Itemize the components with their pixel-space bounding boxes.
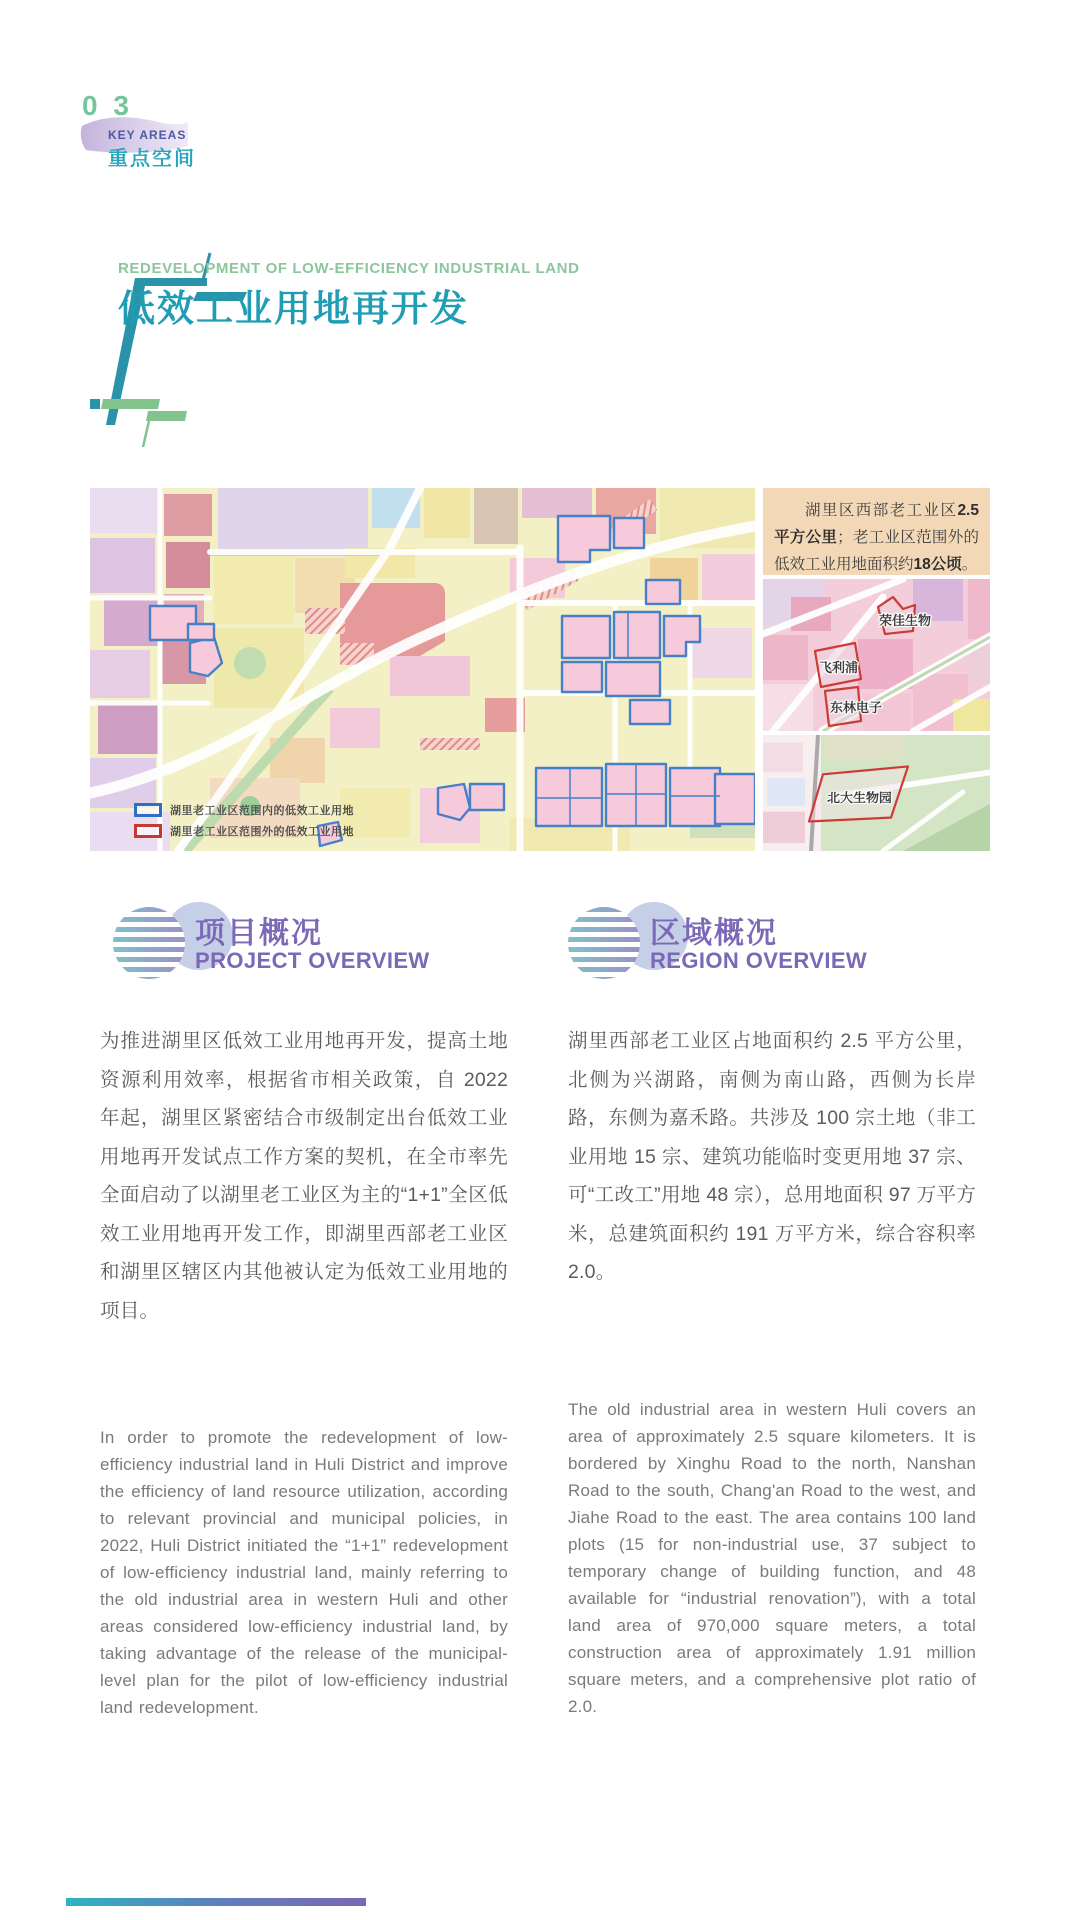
section-title-en: REGION OVERVIEW xyxy=(650,948,868,973)
map-side-panel xyxy=(763,488,990,851)
inset-label-donglin: 东林电子 xyxy=(830,700,883,715)
map-figure xyxy=(90,488,990,851)
landuse-map xyxy=(90,488,755,851)
chapter-kicker: KEY AREAS xyxy=(108,128,187,142)
striped-globe-icon xyxy=(113,907,185,979)
callout-text: 湖里区西部老工业区 xyxy=(805,502,958,519)
callout-text: 。 xyxy=(961,556,978,573)
section-header-region xyxy=(568,902,998,994)
map-callout xyxy=(763,488,990,575)
footer-gradient-bar xyxy=(66,1898,366,1906)
map-legend xyxy=(134,797,354,839)
chapter-header xyxy=(64,78,304,188)
region-overview-paragraph-en: The old industrial area in western Huli covers an area of approximately 2.5 square kilometers. It is bordered by Xinghu Road to the north, Nanshan Road to the south, Chang'an Road to the west, and Jiahe Road to the east. The area contains 100 land plots (15 for non-industrial use, 37 subject to temporary change of building function, and 48 available for “industrial renovation”), with a total land area of 970,000 square meters, a total construction area of approximately 1.91 million square meters, and a comprehensive plot ratio of 2.0. xyxy=(568,1400,976,1716)
section-title-en: PROJECT OVERVIEW xyxy=(195,948,430,973)
legend-swatch-outside xyxy=(134,824,162,838)
inset-map-factories xyxy=(763,579,990,731)
project-overview-paragraph-zh: 为推进湖里区低效工业用地再开发，提高土地资源利用效率，根据省市相关政策，自 2022 年起，湖里区紧密结合市级制定出台低效工业用地再开发试点工作方案的契机，在全市率先全面启动了以湖里老工业区为主的“1+1”全区低效工业用地再开发工作，即湖里西部老工业区和湖里区辖区内其他被认定为低效工业用地的项目。 xyxy=(100,1030,508,1322)
legend-row-inside xyxy=(134,802,354,818)
title-banner xyxy=(75,240,635,455)
callout-bold-area: 2.5平方公里 xyxy=(774,502,979,546)
inset-map-biopark xyxy=(763,735,990,851)
banner-subtitle-en: REDEVELOPMENT OF LOW-EFFICIENCY INDUSTRIAL LAND xyxy=(118,260,580,277)
region-overview-paragraph-zh: 湖里西部老工业区占地面积约 2.5 平方公里，北侧为兴湖路，南侧为南山路，西侧为长岸路，东侧为嘉禾路。共涉及 100 宗土地（非工业用地 15 宗、建筑功能临时变更用地 37 宗、可“工改工”用地 48 宗），总用地面积 97 万平方米，总建筑面积约 191 万平方米，综合容积率 2.0。 xyxy=(568,1030,976,1283)
chapter-title: 重点空间 xyxy=(108,148,196,170)
inset-label-beida: 北大生物园 xyxy=(827,789,892,805)
section-title-zh: 项目概况 xyxy=(195,917,323,950)
legend-label-outside: 湖里老工业区范围外的低效工业用地 xyxy=(170,826,354,838)
banner-title-zh: 低效工业用地再开发 xyxy=(118,288,469,329)
legend-row-outside xyxy=(134,823,354,839)
legend-swatch-inside xyxy=(134,803,162,817)
inset-label-rongjia: 荣佳生物 xyxy=(879,613,932,628)
inset-label-philips: 飞利浦 xyxy=(819,660,859,675)
callout-bold-hectares: 18公顷 xyxy=(913,556,962,573)
callout-text: ；老工业区范围外的低效工业用地面积约 xyxy=(774,529,979,573)
chapter-number: 0 3 xyxy=(82,90,133,121)
project-overview-paragraph-en: In order to promote the redevelopment of low-efficiency industrial land in Huli District and improve the efficiency of land resource utilization, according to relevant provincial and municipal policies, in 2022, Huli District initiated the “1+1” redevelopment of low-efficiency industrial land, mainly referring to the old industrial area in western Huli and other areas considered low-efficiency industrial land, by taking advantage of the release of the municipal-level plan for the pilot of low-efficiency industrial land redevelopment. xyxy=(100,1428,508,1717)
striped-globe-icon xyxy=(568,907,640,979)
section-header-project xyxy=(113,902,543,994)
section-title-zh: 区域概况 xyxy=(650,917,778,950)
legend-label-inside: 湖里老工业区范围内的低效工业用地 xyxy=(170,805,354,817)
